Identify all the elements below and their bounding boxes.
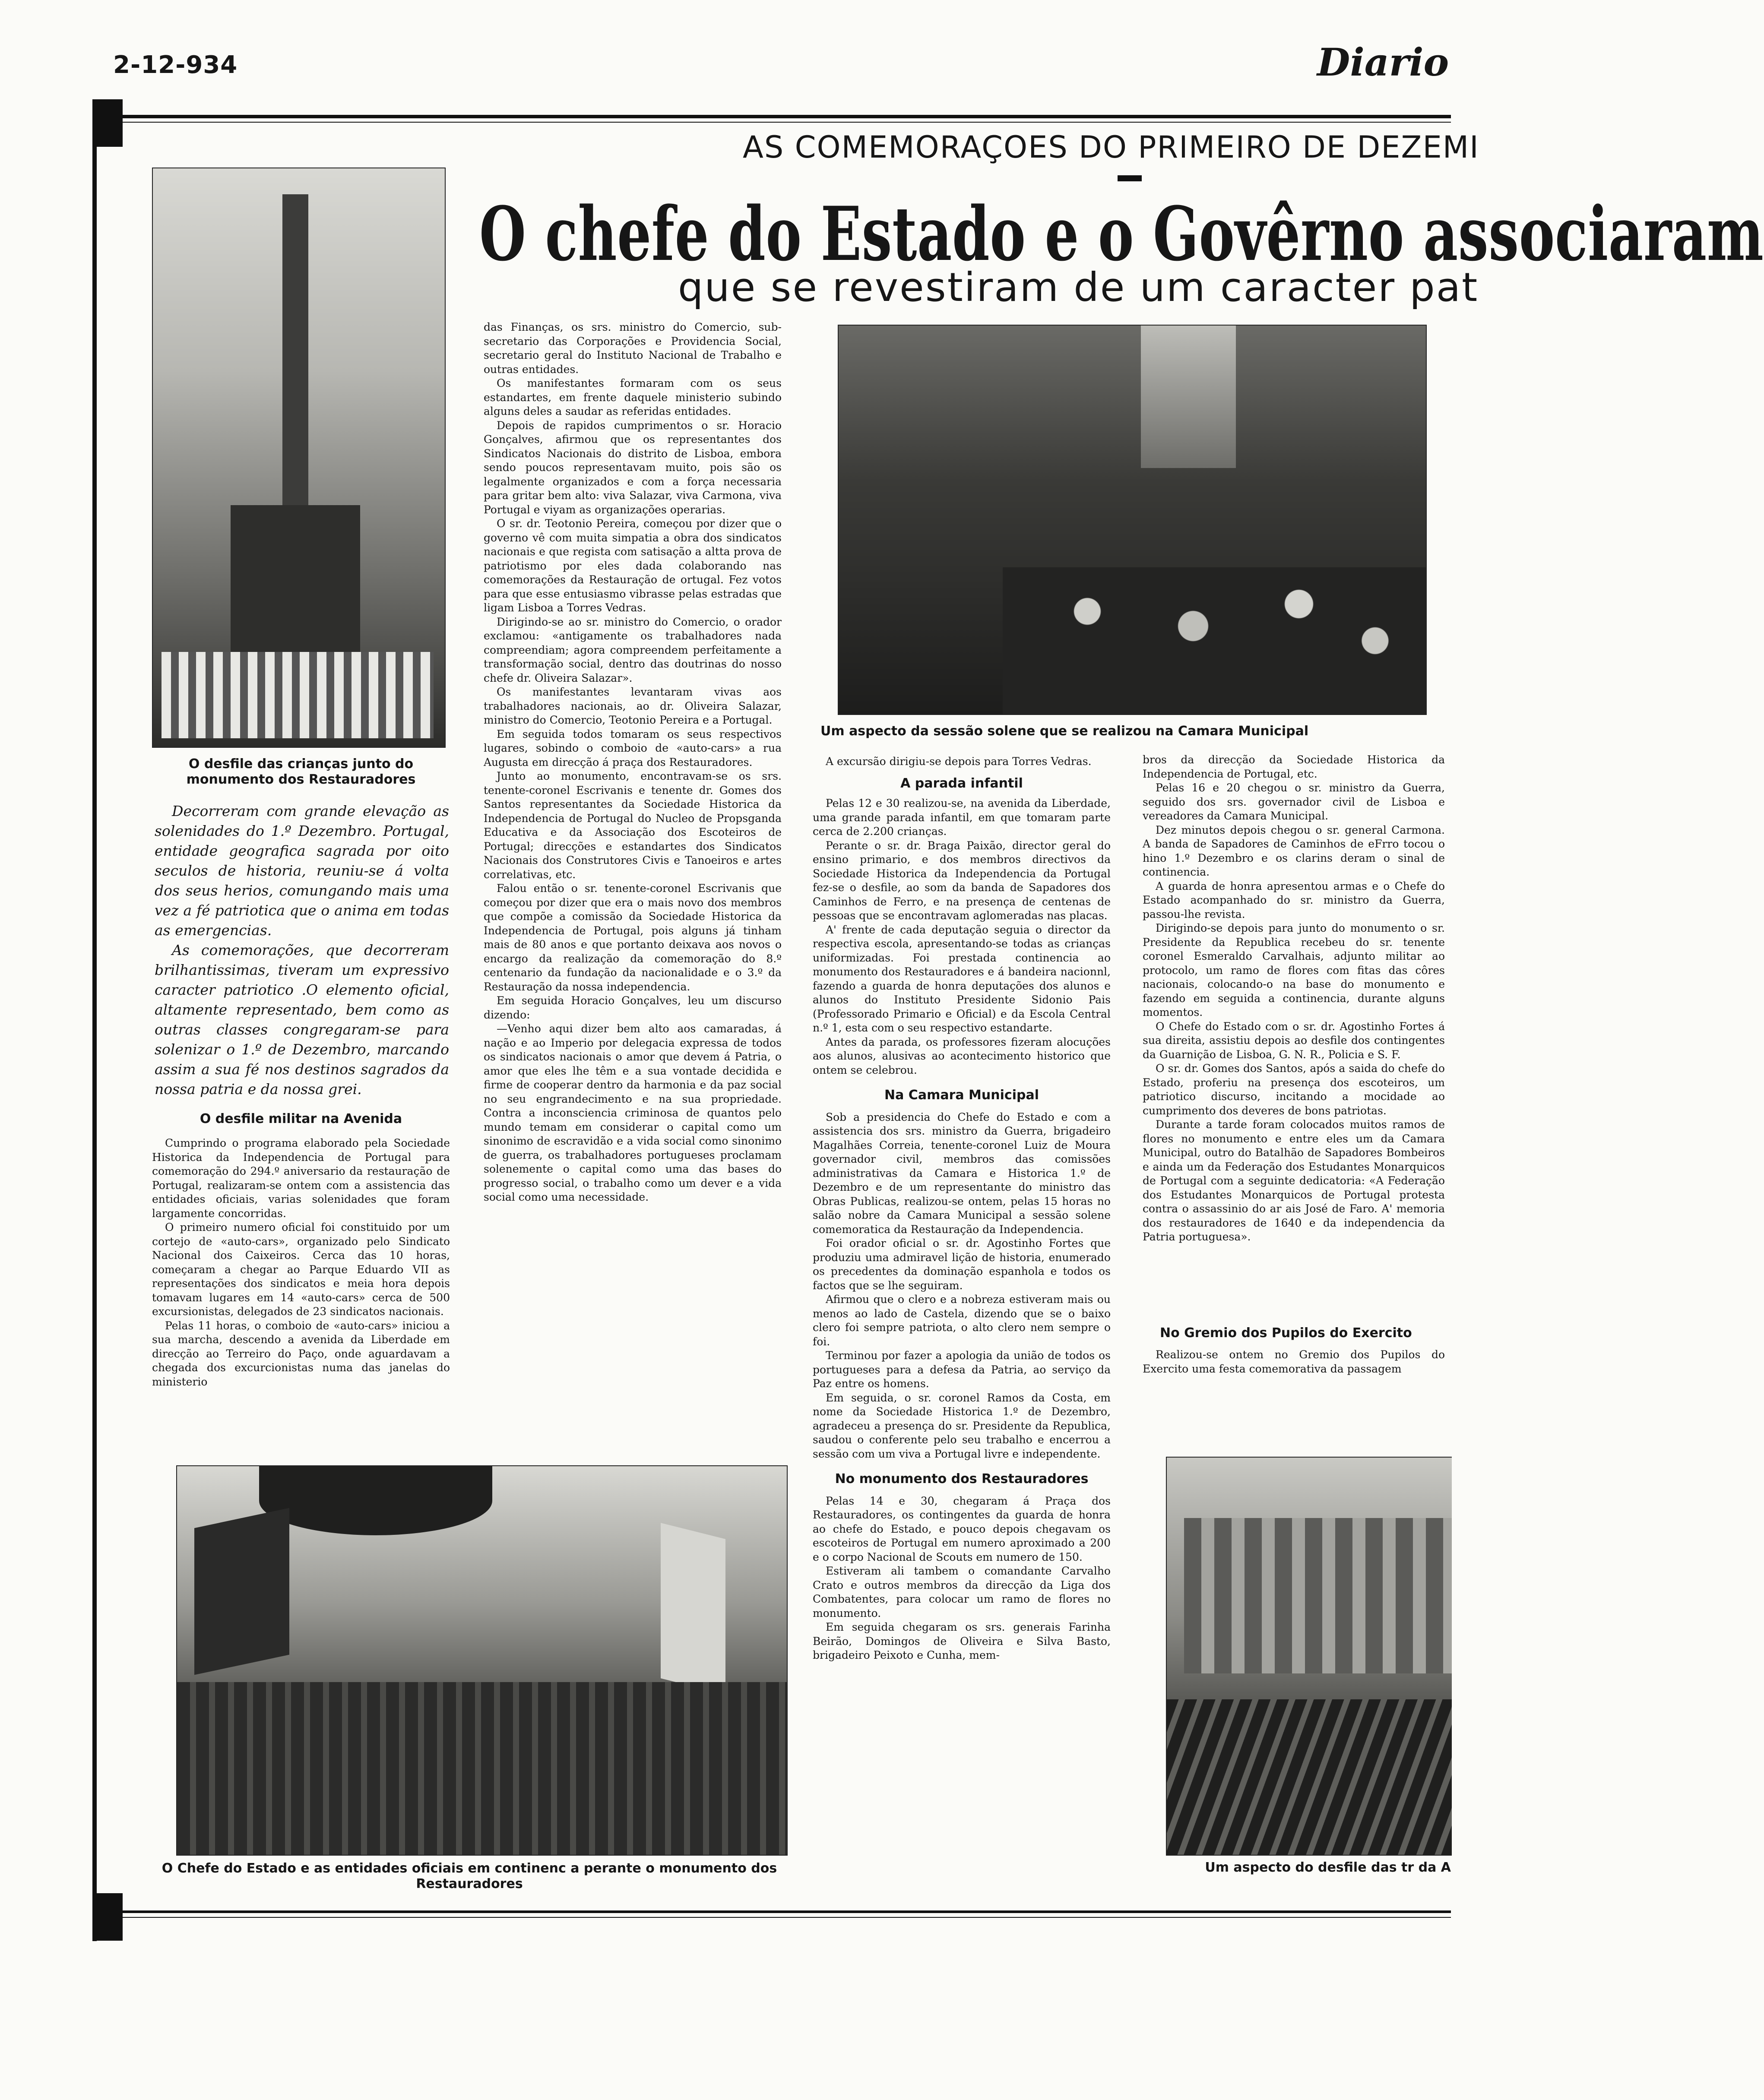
paragraph: A guarda de honra apresentou armas e o Chefe do Estado acompanhado do sr. ministro da Guerra, passou-lhe revista. [1143, 879, 1445, 920]
bottom-rule-thin [92, 1917, 1451, 1918]
paragraph: Em seguida todos tomaram os seus respectivos lugares, sobindo o comboio de «auto-cars» a rua Augusta em direcção á praça dos Restauradores. [484, 727, 782, 769]
paragraph: Dez minutos depois chegou o sr. general Carmona. A banda de Sapadores de Caminhos de eFrro tocou o hino 1.º Dezembro e os clarins deram o sinal de continencia. [1143, 823, 1445, 878]
article-subhead: que se revestiram de um caracter pat [678, 264, 1479, 310]
audience-rows [1003, 567, 1426, 714]
paragraph: A excursão dirigiu-se depois para Torres Vedras. [826, 755, 1092, 768]
paragraph: O sr. dr. Gomes dos Santos, após a saida do chefe do Estado, proferiu na presença dos escoteiros, um patriotico discurso, incitando a mocidade ao cumprimento dos deveres de bons patriotas. [1143, 1062, 1445, 1117]
paragraph: Em seguida, o sr. coronel Ramos da Costa, em nome da Sociedade Historica 1.º de Dezembro, agradeceu a presença do sr. Presidente da Republica, saudou o conferente pelo seu trabalho e encerrou a sessão com um viva a Portugal livre e independente. [813, 1391, 1111, 1460]
article-headline: O chefe do Estado e o Govêrno associaram [479, 190, 1764, 278]
paragraph: Os manifestantes levantaram vivas aos trabalhadores nacionais, ao dr. Oliveira Salazar, ministro do Comercio, Teotonio Pereira e a Portugal. [484, 686, 782, 726]
session-photo [838, 325, 1427, 715]
paragraph: O primeiro numero oficial foi constituido por um cortejo de «auto-cars», organizado pelo Sindicato Nacional dos Caixeiros. Cerca das 10 horas, começaram a chegar ao Parque Eduardo VII as representações dos sindicatos e meia hora depois tomavam lugares em 14 «auto-cars» cerca de 500 excursionistas, delegados de 23 sindicatos nacionais. [152, 1221, 450, 1318]
left-margin-rule [92, 115, 97, 1941]
paragraph: O sr. dr. Teotonio Pereira, começou por dizer que o governo vê com muita simpatia a obra dos sindicatos nacionais e que regista com satisação a altta prova de patriotismo por eles dada colaborando nas comemorações da Restauração de ortugal. Fez votos para que esse entusiasmo vibrasse pelas estradas que ligam Lisboa a Torres Vedras. [484, 517, 782, 614]
paragraph: Antes da parada, os professores fizeram alocuções aos alunos, alusivas ao acontecimento historico que ontem se celebrou. [813, 1035, 1111, 1076]
marching-troops [1167, 1699, 1452, 1855]
bottom-rule [92, 1910, 1451, 1913]
section-infantil: A parada infantil [900, 775, 1023, 791]
paragraph: Junto ao monumento, encontravam-se os srs. tenente-coronel Escrivanis e tenente dr. Gomes dos Santos representantes da Sociedade Historica da Independencia de Portugal do Nucleo de Propsganda Educativa e da Associação dos Escoteiros de Portugal; direcções e estandartes dos Sindicatos Nacionais dos Construtores Civis e Tanoeiros e artes correlativas, etc. [484, 770, 782, 881]
paragraph: Dirigindo-se depois para junto do monumento o sr. Presidente da Republica recebeu do sr. tenente coronel Esmeraldo Carvalhais, adjunto militar ao protocolo, um ramo de flores com fitas das côres nacionais, colocando-o na base do monumento e fazendo em seguida a continencia, durante alguns momentos. [1143, 922, 1445, 1018]
paragraph: Falou então o sr. tenente-coronel Escrivanis que começou por dizer que era o mais novo dos membros que compõe a comissão da Sociedade Historica da Independencia de Portugal, pois alguns já tinham mais de 80 anos e que portanto deixava aos novos o encargo da realização da comemoração do 8.º centenario da fundação da nacionalidade e o 3.º da Restauração da nossa independencia. [484, 882, 782, 993]
paragraph: Sob a presidencia do Chefe do Estado e com a assistencia dos srs. ministro da Guerra, brigadeiro Magalhães Correia, tenente-coronel Luiz de Moura governador civil, membros das comissões administrativas da Camara e Historica 1.º de Dezembro e de um representante do ministro das Obras Publicas, realizou-se ontem, pelas 15 horas no salão nobre da Camara Municipal a sessão solene comemoratica da Restauração da Independencia. [813, 1110, 1111, 1236]
article-kicker: AS COMEMORAÇOES DO PRIMEIRO DE DEZEMI [743, 130, 1479, 165]
column-1 [152, 1136, 450, 1473]
paragraph: Depois de rapidos cumprimentos o sr. Horacio Gonçalves, afirmou que os representantes dos Sindicatos Nacionais do distrito de Lisboa, embora sendo poucos representavam muito, pois são os legalmente organizados e com a força necessaria para gritar bem alto: viva Salazar, viva Carmona, viva Portugal e viyam as organizações operarias. [484, 419, 782, 516]
paragraph: Pelas 14 e 30, chegaram á Praça dos Restauradores, os contingentes da guarda de honra ao chefe do Estado, e pouco depois chegavam os escoteiros de Portugal em numero aproximado a 200 e o corpo Nacional de Scouts em numero de 150. [813, 1494, 1111, 1563]
caption-session: Um aspecto da sessão solene que se realizou na Camara Municipal [820, 724, 1309, 739]
paragraph: Pelas 12 e 30 realizou-se, na avenida da Liberdade, uma grande parada infantil, em que tomaram parte cerca de 2.200 crianças. [813, 797, 1111, 838]
top-rule-thin [92, 122, 1451, 123]
paragraph: Realizou-se ontem no Gremio dos Pupilos do Exercito uma festa comemorativa da passagem [1143, 1348, 1445, 1375]
paragraph: Os manifestantes formaram com os seus estandartes, em frente daquele ministerio subindo alguns deles a saudar as referidas entidades. [484, 377, 782, 417]
lead-paragraph: Decorreram com grande elevação as solenidades do 1.º Dezembro. Portugal, entidade geografica sagrada por oito seculos de historia, reuniu-se á volta dos seus herios, comungando mais uma vez a fé patriotica que o anima em todas as emergencias. [155, 803, 449, 939]
parade-photo [1166, 1457, 1452, 1856]
paragraph: bros da direcção da Sociedade Historica da Independencia de Portugal, etc. [1143, 753, 1445, 780]
paragraph: A' frente de cada deputação seguia o director da respectiva escola, apresentando-se todas as crianças uniformizadas. Foi prestada continencia ao monumento dos Restauradores e á bandeira nacionnl, fazendo a guarda de honra deputações dos alunos e alunos do Instituto Presidente Sidonio Pais (Professorado Primario e Oficial) e da Escola Central n.º 1, esta com o seu respectivo estandarte. [813, 923, 1111, 1034]
officials-photo [176, 1465, 788, 1856]
paragraph: Afirmou que o clero e a nobreza estiveram mais ou menos ao lado de Castela, dizendo que se o baixo clero foi sempre patriota, o alto clero nem sempre o foi. [813, 1293, 1111, 1348]
paragraph: Durante a tarde foram colocados muitos ramos de flores no monumento e entre eles um da Camara Municipal, outro do Batalhão de Sapadores Bombeiros e ainda um da Federação dos Estudantes Monarquicos de Portugal com a seguinte dedicatoria: «A Federação dos Estudantes Monarquicos de Portugal protesta contra o assassinio do ar ais José de Faro. A' memoria dos restauradores de 1640 e da independencia da Patria portuguesa». [1143, 1118, 1445, 1243]
window-light [1141, 326, 1236, 468]
paragraph: Em seguida chegaram os srs. generais Farinha Beirão, Domingos de Oliveira e Silva Basto, brigadeiro Peixoto e Cunha, mem- [813, 1621, 1111, 1661]
paragraph: Perante o sr. dr. Braga Paixão, director geral do ensino primario, e dos membros directivos da Sociedade Historica da Independencia da Portugal fez-se o desfile, ao som da banda de Sapadores dos Caminhos de Ferro, e na presença de centenas de pessoas que se encontravam aglomeradas nas placas. [813, 839, 1111, 922]
crowd [177, 1682, 787, 1855]
tree-canopy [259, 1466, 492, 1535]
page-date: 2-12-934 [113, 51, 238, 79]
section-camara: Na Camara Municipal [884, 1088, 1039, 1103]
monument-photo [152, 168, 446, 748]
paragraph: Cumprindo o programa elaborado pela Sociedade Historica da Independencia de Portugal para comemoração do 294.º aniversario da restauração de Portugal, realizaram-se ontem com a assistencia das entidades oficiais, varias solenidades que foram largamente concorridas. [152, 1137, 450, 1220]
lead-paragraph: As comemorações, que decorreram brilhantissimas, tiveram um expressivo caracter patriotico .O elemento oficial, altamente representado, bem como as outras classes congregaram-se para solenizar o 1.º de Dezembro, marcando assim a sua fé nos destinos sagrados da nossa patria e da nossa grei. [155, 942, 449, 1097]
flag-left [194, 1508, 289, 1675]
building-facade [1184, 1518, 1452, 1673]
caption-officials: O Chefe do Estado e as entidades oficiais em continenc a perante o monumento dos Restauradores [162, 1861, 777, 1891]
section-military: O desfile militar na Avenida [200, 1111, 402, 1126]
paragraph: Pelas 11 horas, o comboio de «auto-cars» iniciou a sua marcha, descendo a avenida da Liberdade em direcção ao Terreiro do Paço, onde aguardavam a chegada dos excurcionistas numa das janelas do ministerio [152, 1319, 450, 1388]
top-rule [92, 115, 1451, 118]
column-4 [1143, 753, 1445, 1319]
flag-right [661, 1523, 725, 1694]
caption-parade-right: Um aspecto do desfile das tr da A [1205, 1860, 1451, 1875]
paragraph: das Finanças, os srs. ministro do Comercio, sub-secretario das Corporações e Providencia Social, secretario geral do Instituto Nacional de Trabalho e outras entidades. [484, 321, 782, 376]
paragraph: Pelas 16 e 20 chegou o sr. ministro da Guerra, seguido dos srs. governador civil de Lisboa e vereadores da Camara Municipal. [1143, 781, 1445, 822]
column-2 [484, 320, 782, 1477]
lead-paragraphs [155, 801, 449, 1099]
paragraph: Estiveram ali tambem o comandante Carvalho Crato e outros membros da direcção da Liga dos Combatentes, para colocar um ramo de flores no monumento. [813, 1565, 1111, 1619]
children-row [162, 652, 434, 738]
left-margin-block-top [92, 99, 123, 147]
column-3 [813, 755, 1111, 1916]
paragraph: O Chefe do Estado com o sr. dr. Agostinho Fortes á sua direita, assistiu depois ao desfile dos contingentes da Guarnição de Lisboa, G. N. R., Policia e S. F. [1143, 1020, 1445, 1061]
column-4-pupilos [1143, 1348, 1445, 1378]
section-pupilos: No Gremio dos Pupilos do Exercito [1160, 1325, 1412, 1341]
monument-base [231, 505, 360, 669]
paragraph: Foi orador oficial o sr. dr. Agostinho Fortes que produziu uma admiravel lição de historia, enumerado os precedentes da dominação espanhola e todos os factos que se lhe seguiram. [813, 1237, 1111, 1292]
paragraph: Dirigindo-se ao sr. ministro do Comercio, o orador exclamou: «antigamente os trabalhadores nada compreendiam; agora compreendem perfeitamente a transformação social, dentro das doutrinas do nosso chefe dr. Oliveira Salazar». [484, 615, 782, 684]
paragraph: —Venho aqui dizer bem alto aos camaradas, á nação e ao Imperio por delegacia expressa de todos os sindicatos nacionais o amor que devem á Patria, o amor que eles lhe têm e a sua vontade decidida e firme de cooperar dentro da harmonia e da paz social no seu engrandecimento e na sua propriedade. Contra a inconsciencia criminosa de quantos pelo mundo temam em considerar o capital como um sinonimo de escravidão e a vida social como sinonimo de guerra, os trabalhadores portugueses proclamam solenemente o capital como uma das bases do progresso social, o trabalho como um dever e a vida social como uma necessidade. [484, 1022, 782, 1203]
caption-children-parade: O desfile das crianças junto do monumento dos Restauradores [186, 756, 416, 787]
section-monumento: No monumento dos Restauradores [835, 1471, 1089, 1486]
masthead: Diario [1317, 40, 1449, 85]
paragraph: Em seguida Horacio Gonçalves, leu um discurso dizendo: [484, 994, 782, 1021]
paragraph: Terminou por fazer a apologia da união de todos os portugueses para a defesa da Patria, ao serviço da Paz entre os homens. [813, 1349, 1111, 1390]
kicker-ornament [1118, 175, 1142, 181]
